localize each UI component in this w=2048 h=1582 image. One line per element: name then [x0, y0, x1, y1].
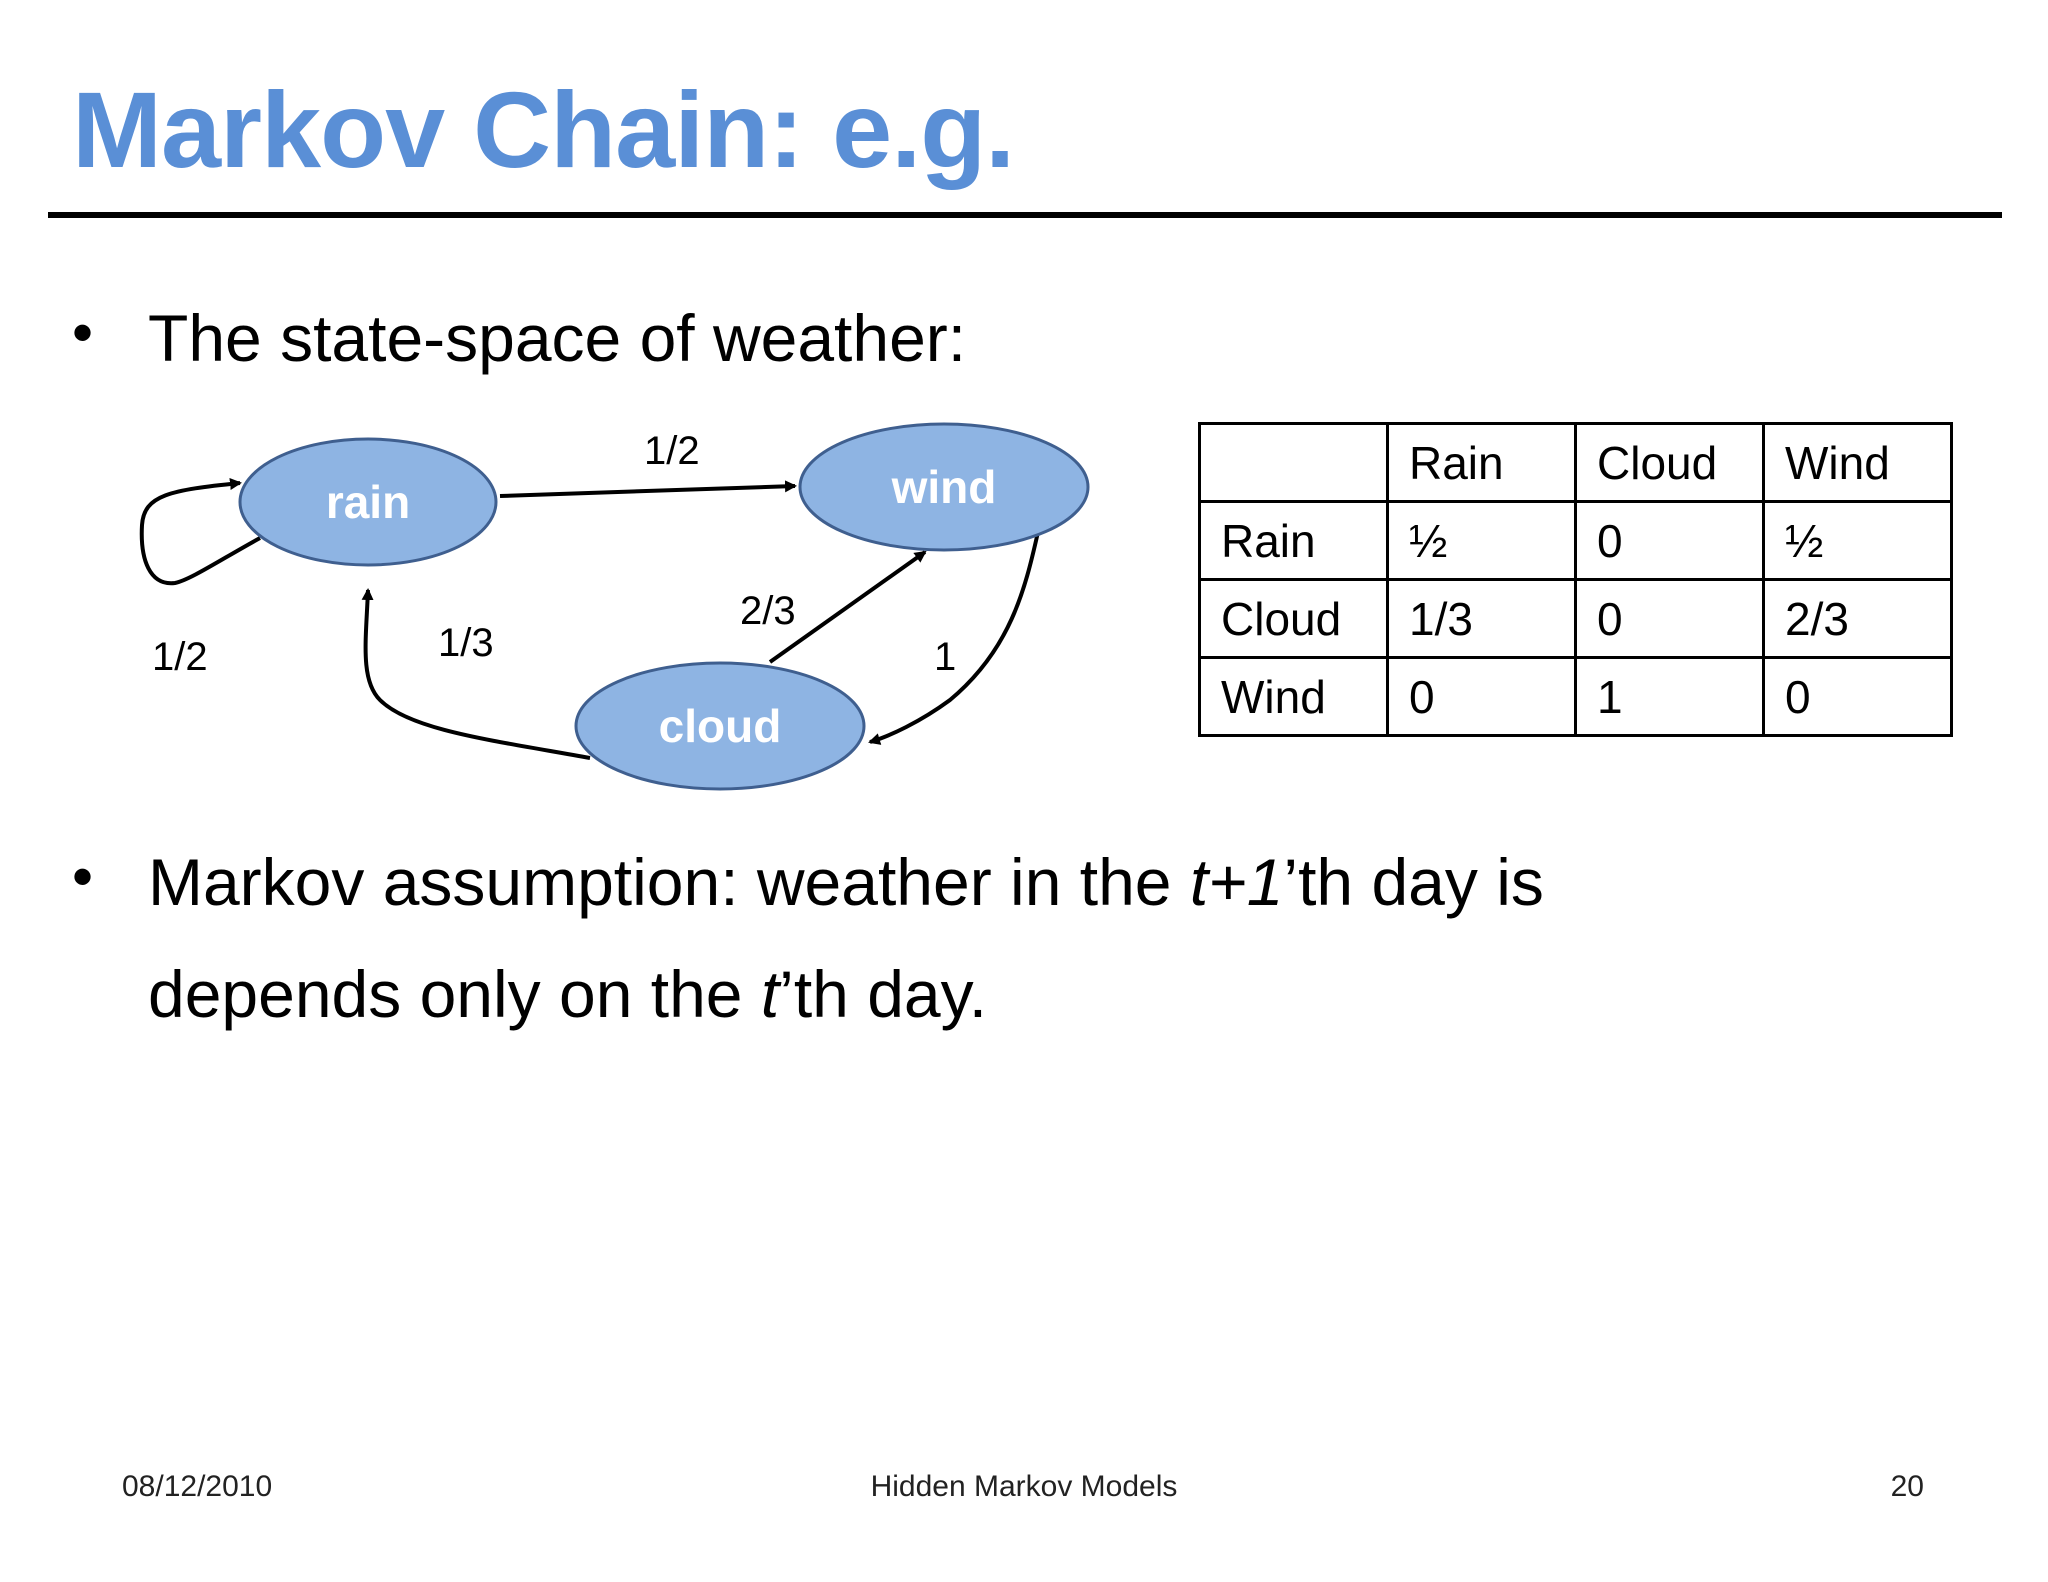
table-cell: ½ [1764, 502, 1952, 580]
footer-page-number: 20 [1890, 1470, 1924, 1503]
bullet-dot: • [72, 843, 94, 910]
table-cell: 0 [1388, 658, 1576, 736]
node-wind-label: wind [891, 461, 997, 513]
table-row [1200, 658, 1952, 736]
table-cell [1200, 424, 1388, 502]
table-cell: 2/3 [1764, 580, 1952, 658]
edge-label-cloud-to-wind: 2/3 [740, 589, 796, 633]
bullet-text-line1 [148, 826, 1544, 938]
table-row-label: Wind [1200, 658, 1388, 736]
table-cell: 1/3 [1388, 580, 1576, 658]
transition-table [1198, 422, 1953, 737]
text-segment: ’th day. [779, 957, 988, 1031]
bullet-dot: • [72, 299, 94, 366]
table-row [1200, 502, 1952, 580]
table-row [1200, 580, 1952, 658]
table-row-label: Cloud [1200, 580, 1388, 658]
table-cell: 1 [1576, 658, 1764, 736]
table-header-cell: Rain [1388, 424, 1576, 502]
bullet-text-line2 [148, 938, 987, 1050]
node-cloud-label: cloud [658, 700, 782, 752]
edge-label-rain-self: 1/2 [152, 635, 208, 679]
table-cell: ½ [1388, 502, 1576, 580]
node-rain-label: rain [325, 476, 411, 528]
table-cell: 0 [1576, 502, 1764, 580]
markov-chain-diagram [70, 400, 1130, 810]
edge-rain-to-wind [500, 486, 795, 496]
table-cell: 0 [1764, 658, 1952, 736]
italic-segment: t [760, 957, 780, 1031]
text-segment: Markov assumption: weather in the [148, 845, 1190, 919]
slide-title: Markov Chain: e.g. [72, 69, 1015, 190]
table-header-cell: Cloud [1576, 424, 1764, 502]
table-header-row [1200, 424, 1952, 502]
table-header-cell: Wind [1764, 424, 1952, 502]
bullet-text: The state-space of weather: [148, 301, 967, 375]
text-segment: depends only on the [148, 957, 761, 1031]
edge-label-wind-to-cloud: 1 [934, 635, 957, 679]
footer-date: 08/12/2010 [122, 1470, 273, 1503]
table-row-label: Rain [1200, 502, 1388, 580]
title-underline [48, 212, 2002, 218]
edge-cloud-to-rain [366, 590, 590, 758]
table-cell: 0 [1576, 580, 1764, 658]
edge-label-cloud-to-rain: 1/3 [438, 621, 494, 665]
footer-title: Hidden Markov Models [870, 1470, 1178, 1503]
italic-segment: t+1 [1189, 845, 1284, 919]
text-segment: ’th day is [1283, 845, 1544, 919]
edge-label-rain-to-wind: 1/2 [644, 429, 700, 473]
